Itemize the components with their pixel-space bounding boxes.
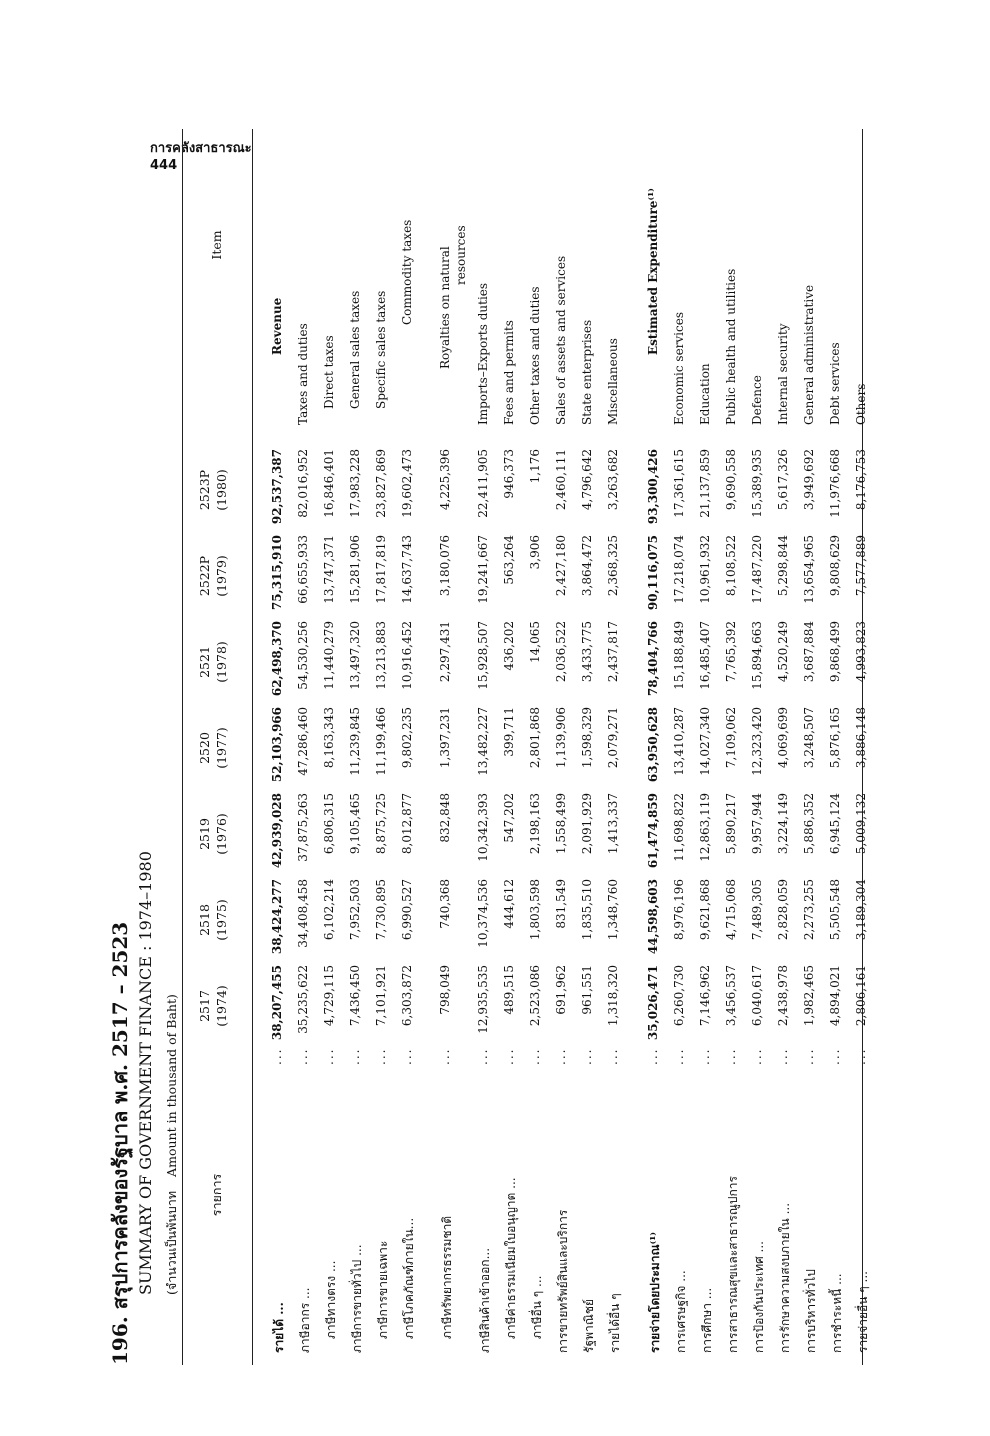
cell-value: 11,239,845 [348, 707, 362, 776]
cell-value: 2,079,271 [606, 707, 620, 769]
year-header: 2523P (1980) [197, 469, 229, 511]
cell-value: 2,437,817 [606, 621, 620, 683]
cell-value: 5,617,326 [776, 449, 790, 511]
cell-value: 2,806,161 [854, 965, 868, 1027]
leader-dots: ... [646, 1047, 660, 1065]
row-label-english: Revenue [270, 297, 284, 355]
cell-value: 547,202 [502, 793, 516, 843]
row-label-english: Other taxes and duties [528, 286, 542, 425]
row-label-thai: ภาษีอากร ... [298, 1287, 312, 1353]
cell-value: 6,102,214 [322, 879, 336, 941]
row-label-thai: การศึกษา ... [700, 1287, 714, 1353]
cell-value: 2,368,325 [606, 535, 620, 597]
cell-value: 1,318,320 [606, 965, 620, 1027]
cell-value: 798,049 [438, 965, 452, 1015]
table-row [642, 129, 668, 1365]
cell-value: 11,440,279 [322, 621, 336, 690]
cell-value: 10,916,452 [400, 621, 414, 690]
row-label-english: Education [698, 363, 712, 425]
cell-value: 4,993,823 [854, 621, 868, 683]
cell-value: 9,105,465 [348, 793, 362, 855]
leader-dots: ... [348, 1047, 362, 1065]
cell-value: 6,040,617 [750, 965, 764, 1027]
row-label-english: Fees and permits [502, 320, 516, 425]
cell-value: 5,298,844 [776, 535, 790, 597]
cell-value: 17,218,074 [672, 535, 686, 604]
cell-value: 14,065 [528, 621, 542, 663]
row-label-thai: การขายทรัพย์สินและบริการ [556, 1209, 570, 1353]
cell-value: 10,342,393 [476, 793, 490, 862]
leader-dots: ... [554, 1047, 568, 1065]
cell-value: 7,489,305 [750, 879, 764, 941]
row-label-english: Public health and utilities [724, 268, 738, 425]
row-label-english: Commodity taxes [400, 219, 414, 325]
table-row [266, 129, 292, 1365]
row-label-thai: การเศรษฐกิจ ... [674, 1270, 688, 1353]
row-label-thai: รัฐพาณิชย์ [582, 1298, 596, 1353]
cell-value: 11,976,668 [828, 449, 842, 518]
cell-value: 47,286,460 [296, 707, 310, 776]
row-label-english: Economic services [672, 311, 686, 425]
year-header: 2520 (1977) [197, 727, 229, 769]
cell-value: 7,765,392 [724, 621, 738, 683]
cell-value: 9,868,499 [828, 621, 842, 683]
table-row [602, 129, 628, 1365]
cell-value: 4,729,115 [322, 965, 336, 1027]
cell-value: 6,806,315 [322, 793, 336, 855]
table-row [772, 129, 798, 1365]
cell-value: 3,433,775 [580, 621, 594, 683]
cell-value: 961,551 [580, 965, 594, 1015]
table-row [318, 129, 344, 1365]
row-label-english: Royalties on natural [438, 246, 452, 369]
cell-value: 62,498,370 [270, 621, 284, 697]
cell-value: 19,602,473 [400, 449, 414, 518]
row-label-thai: ภาษีโภคภัณฑ์ภายใน... [402, 1217, 416, 1339]
leader-dots: ... [438, 1047, 452, 1065]
cell-value: 9,802,235 [400, 707, 414, 769]
cell-value: 1,835,510 [580, 879, 594, 941]
row-label-english: Others [854, 383, 868, 425]
cell-value: 5,009,132 [854, 793, 868, 855]
cell-value: 14,637,743 [400, 535, 414, 604]
row-label-english: Internal security [776, 323, 790, 425]
cell-value: 63,950,628 [646, 707, 660, 783]
cell-value: 12,935,535 [476, 965, 490, 1034]
cell-value: 38,207,455 [270, 965, 284, 1041]
cell-value: 2,297,431 [438, 621, 452, 683]
cell-value: 75,315,910 [270, 535, 284, 611]
cell-value: 3,456,537 [724, 965, 738, 1027]
cell-value: 831,549 [554, 879, 568, 929]
cell-value: 15,188,849 [672, 621, 686, 690]
row-label-thai: การชำระหนี้ ... [830, 1273, 844, 1353]
cell-value: 13,410,287 [672, 707, 686, 776]
row-label-thai: การบริหารทั่วไป [804, 1269, 818, 1353]
row-label-thai: รายได้ ... [272, 1302, 286, 1353]
cell-value: 1,803,598 [528, 879, 542, 941]
table-row [396, 129, 422, 1365]
cell-value: 5,886,352 [802, 793, 816, 855]
cell-value: 2,427,180 [554, 535, 568, 597]
cell-value: 16,846,401 [322, 449, 336, 518]
cell-value: 13,213,883 [374, 621, 388, 690]
cell-value: 90,116,075 [646, 535, 660, 611]
cell-value: 7,436,450 [348, 965, 362, 1027]
table-row [824, 129, 850, 1365]
title-thai: สรุปการคลังของรัฐบาล พ.ศ. 2517 – 2523 [108, 921, 132, 1310]
row-label-english-cont: resources [454, 225, 468, 285]
cell-value: 6,303,872 [400, 965, 414, 1027]
cell-value: 3,906 [528, 535, 542, 570]
cell-value: 2,091,929 [580, 793, 594, 855]
cell-value: 4,796,642 [580, 449, 594, 511]
year-header: 2522P (1979) [197, 555, 229, 597]
cell-value: 9,808,629 [828, 535, 842, 597]
cell-value: 15,928,507 [476, 621, 490, 690]
cell-value: 15,389,935 [750, 449, 764, 518]
cell-value: 3,224,149 [776, 793, 790, 855]
section-name: การคลังสาธารณะ [150, 141, 252, 156]
cell-value: 9,690,558 [724, 449, 738, 511]
table-row [472, 129, 498, 1365]
cell-value: 38,424,277 [270, 879, 284, 955]
table-row [370, 129, 396, 1365]
cell-value: 13,482,227 [476, 707, 490, 776]
cell-value: 13,497,320 [348, 621, 362, 690]
cell-value: 8,875,725 [374, 793, 388, 855]
leader-dots: ... [270, 1047, 284, 1065]
cell-value: 2,523,086 [528, 965, 542, 1027]
leader-dots: ... [854, 1047, 868, 1065]
cell-value: 66,655,933 [296, 535, 310, 604]
cell-value: 17,817,819 [374, 535, 388, 604]
row-label-thai: ภาษีการขายทั่วไป ... [350, 1244, 364, 1353]
cell-value: 23,827,869 [374, 449, 388, 518]
row-label-english: Miscellaneous [606, 338, 620, 425]
unit-thai: (จำนวนเป็นพันบาท [164, 1190, 179, 1295]
table-row [668, 129, 694, 1365]
cell-value: 832,848 [438, 793, 452, 843]
row-label-thai: การรักษาความสงบภายใน ... [778, 1202, 792, 1353]
cell-value: 7,101,921 [374, 965, 388, 1027]
row-label-thai: รายได้อื่น ๆ [608, 1293, 622, 1353]
cell-value: 92,537,387 [270, 449, 284, 525]
cell-value: 2,273,255 [802, 879, 816, 941]
table-row [720, 129, 746, 1365]
cell-value: 1,558,499 [554, 793, 568, 855]
cell-value: 4,069,699 [776, 707, 790, 769]
leader-dots: ... [672, 1047, 686, 1065]
cell-value: 6,260,730 [672, 965, 686, 1027]
rotated-table-sheet [100, 129, 880, 1365]
cell-value: 52,103,966 [270, 707, 284, 783]
row-label-thai: การสาธารณสุขและสาธารณูปการ [726, 1176, 740, 1353]
cell-value: 6,945,124 [828, 793, 842, 855]
cell-value: 17,361,615 [672, 449, 686, 518]
row-label-thai: ภาษีสินค้าเข้าออก... [478, 1247, 492, 1353]
cell-value: 2,036,522 [554, 621, 568, 683]
unit-english: Amount in thousand of Baht) [164, 994, 179, 1177]
row-label-english: Debt services [828, 342, 842, 425]
cell-value: 7,577,889 [854, 535, 868, 597]
cell-value: 3,949,692 [802, 449, 816, 511]
row-label-thai: ภาษีการขายเฉพาะ [376, 1240, 390, 1339]
cell-value: 4,894,021 [828, 965, 842, 1027]
cell-value: 1,982,465 [802, 965, 816, 1027]
table-row [576, 129, 602, 1365]
cell-value: 489,515 [502, 965, 516, 1015]
row-label-english: Estimated Expenditure⁽¹⁾ [646, 188, 660, 355]
cell-value: 8,108,522 [724, 535, 738, 597]
cell-value: 740,368 [438, 879, 452, 929]
cell-value: 1,139,906 [554, 707, 568, 769]
table-row [434, 129, 472, 1365]
header-item-thai: รายการ [209, 1173, 224, 1217]
cell-value: 399,711 [502, 707, 516, 757]
leader-dots: ... [828, 1047, 842, 1065]
cell-value: 11,698,822 [672, 793, 686, 862]
row-label-english: General administrative [802, 284, 816, 425]
row-label-thai: รายจ่ายอื่น ๆ ... [856, 1271, 870, 1353]
cell-value: 15,281,906 [348, 535, 362, 604]
leader-dots: ... [400, 1047, 414, 1065]
cell-value: 1,176 [528, 449, 542, 484]
cell-value: 10,961,932 [698, 535, 712, 604]
row-label-thai: ภาษีทางตรง ... [324, 1260, 338, 1339]
table-row [850, 129, 876, 1365]
row-label-english: Taxes and duties [296, 323, 310, 425]
cell-value: 3,263,682 [606, 449, 620, 511]
cell-value: 13,747,371 [322, 535, 336, 604]
cell-value: 78,404,766 [646, 621, 660, 697]
header-item-english: Item [209, 230, 224, 260]
cell-value: 14,027,340 [698, 707, 712, 776]
cell-value: 3,189,304 [854, 879, 868, 941]
cell-value: 8,176,753 [854, 449, 868, 511]
leader-dots: ... [374, 1047, 388, 1065]
cell-value: 9,957,944 [750, 793, 764, 855]
leader-dots: ... [802, 1047, 816, 1065]
header-rule [252, 129, 253, 1365]
table-row [798, 129, 824, 1365]
cell-value: 54,530,256 [296, 621, 310, 690]
cell-value: 3,864,472 [580, 535, 594, 597]
cell-value: 691,962 [554, 965, 568, 1015]
leader-dots: ... [296, 1047, 310, 1065]
cell-value: 16,485,407 [698, 621, 712, 690]
cell-value: 5,890,217 [724, 793, 738, 855]
leader-dots: ... [580, 1047, 594, 1065]
row-label-thai: การป้องกันประเทศ ... [752, 1241, 766, 1353]
cell-value: 2,460,111 [554, 449, 568, 511]
leader-dots: ... [528, 1047, 542, 1065]
table-row [746, 129, 772, 1365]
row-label-thai: ภาษีอื่น ๆ ... [530, 1275, 544, 1339]
cell-value: 17,983,228 [348, 449, 362, 518]
table-row [524, 129, 550, 1365]
year-header: 2519 (1976) [197, 813, 229, 855]
leader-dots: ... [502, 1047, 516, 1065]
cell-value: 15,894,663 [750, 621, 764, 690]
cell-value: 3,248,507 [802, 707, 816, 769]
cell-value: 7,109,062 [724, 707, 738, 769]
cell-value: 5,505,548 [828, 879, 842, 941]
cell-value: 1,397,231 [438, 707, 452, 769]
cell-value: 17,487,220 [750, 535, 764, 604]
leader-dots: ... [750, 1047, 764, 1065]
cell-value: 946,373 [502, 449, 516, 499]
cell-value: 4,225,396 [438, 449, 452, 511]
cell-value: 44,598,603 [646, 879, 660, 955]
cell-value: 2,198,163 [528, 793, 542, 855]
year-header: 2517 (1974) [197, 985, 229, 1027]
page-number: 444 [150, 158, 178, 173]
year-header: 2518 (1975) [197, 899, 229, 941]
cell-value: 11,199,466 [374, 707, 388, 776]
row-label-english: Defence [750, 375, 764, 425]
leader-dots: ... [606, 1047, 620, 1065]
cell-value: 8,976,196 [672, 879, 686, 941]
cell-value: 12,323,420 [750, 707, 764, 776]
leader-dots: ... [776, 1047, 790, 1065]
cell-value: 7,952,503 [348, 879, 362, 941]
cell-value: 444,612 [502, 879, 516, 929]
row-label-thai: รายจ่ายโดยประมาณ⁽¹⁾ [648, 1232, 662, 1353]
cell-value: 21,137,859 [698, 449, 712, 518]
cell-value: 19,241,667 [476, 535, 490, 604]
row-label-english: General sales taxes [348, 290, 362, 409]
cell-value: 22,411,905 [476, 449, 490, 518]
leader-dots: ... [724, 1047, 738, 1065]
row-label-english: Imports–Exports duties [476, 282, 490, 425]
leader-dots: ... [476, 1047, 490, 1065]
cell-value: 4,520,249 [776, 621, 790, 683]
cell-value: 42,939,028 [270, 793, 284, 869]
cell-value: 3,180,076 [438, 535, 452, 597]
cell-value: 35,235,622 [296, 965, 310, 1034]
unit-note [162, 980, 182, 1295]
cell-value: 1,598,329 [580, 707, 594, 769]
cell-value: 93,300,426 [646, 449, 660, 525]
cell-value: 1,413,337 [606, 793, 620, 855]
cell-value: 13,654,965 [802, 535, 816, 604]
cell-value: 4,715,068 [724, 879, 738, 941]
cell-value: 8,012,877 [400, 793, 414, 855]
cell-value: 436,202 [502, 621, 516, 671]
cell-value: 3,687,884 [802, 621, 816, 683]
row-label-english: Sales of assets and services [554, 255, 568, 425]
cell-value: 12,863,119 [698, 793, 712, 862]
year-header: 2521 (1978) [197, 641, 229, 683]
cell-value: 10,374,536 [476, 879, 490, 948]
cell-value: 563,264 [502, 535, 516, 585]
table-row [498, 129, 524, 1365]
cell-value: 7,146,962 [698, 965, 712, 1027]
cell-value: 8,163,343 [322, 707, 336, 769]
cell-value: 35,026,471 [646, 965, 660, 1041]
table-row [292, 129, 318, 1365]
leader-dots: ... [698, 1047, 712, 1065]
cell-value: 9,621,868 [698, 879, 712, 941]
title-english: SUMMARY OF GOVERNMENT FINANCE : 1974–1980 [136, 851, 155, 1295]
row-label-english: Direct taxes [322, 335, 336, 409]
cell-value: 2,828,059 [776, 879, 790, 941]
row-label-thai: ภาษีค่าธรรมเนียมใบอนุญาต ... [504, 1177, 518, 1339]
cell-value: 37,875,263 [296, 793, 310, 862]
cell-value: 2,801,868 [528, 707, 542, 769]
cell-value: 34,408,458 [296, 879, 310, 948]
table-row [550, 129, 576, 1365]
cell-value: 6,990,527 [400, 879, 414, 941]
cell-value: 3,886,148 [854, 707, 868, 769]
row-label-english: State enterprises [580, 319, 594, 425]
row-label-english: Specific sales taxes [374, 290, 388, 409]
cell-value: 7,730,895 [374, 879, 388, 941]
cell-value: 5,876,165 [828, 707, 842, 769]
table-row [694, 129, 720, 1365]
table-row [344, 129, 370, 1365]
cell-value: 1,348,760 [606, 879, 620, 941]
row-label-thai: ภาษีทรัพยากรธรรมชาติ [440, 1215, 454, 1339]
cell-value: 61,474,859 [646, 793, 660, 869]
table-number: 196. [108, 1316, 132, 1365]
cell-value: 2,438,978 [776, 965, 790, 1027]
cell-value: 82,016,952 [296, 449, 310, 518]
leader-dots: ... [322, 1047, 336, 1065]
